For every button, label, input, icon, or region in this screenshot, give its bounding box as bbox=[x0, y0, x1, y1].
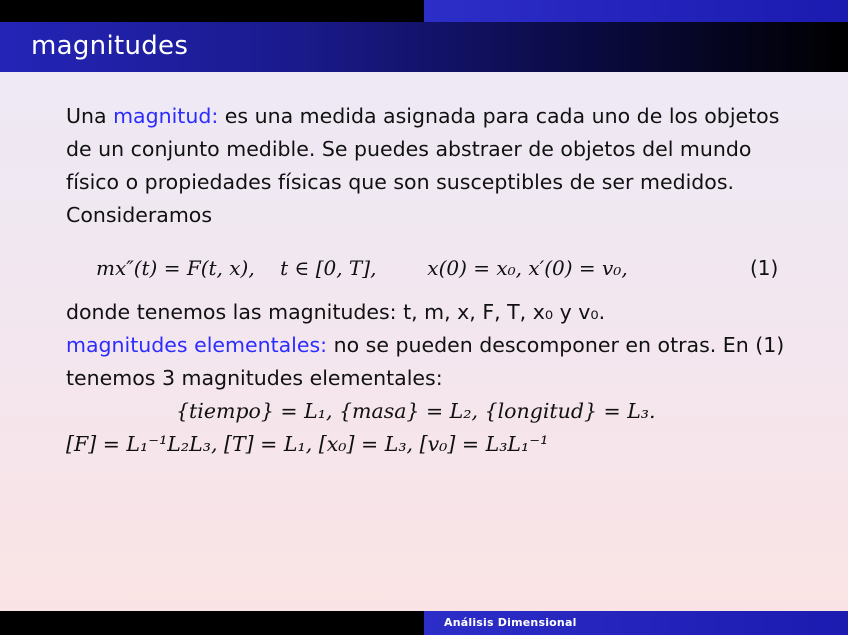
dimensions-formula: [F] = L₁⁻¹L₂L₃, [T] = L₁, [x₀] = L₃, [v₀] = L₃L₁⁻¹ bbox=[66, 432, 549, 456]
highlighted-term-magnitud: magnitud: bbox=[113, 104, 219, 128]
elementals-paragraph bbox=[66, 329, 786, 395]
ode-equation: mx″(t) = F(t, x), t ∈ [0, T], x(0) = x₀, x′(0) = v₀, bbox=[96, 256, 628, 280]
slide-body bbox=[66, 100, 786, 461]
top-bar-accent bbox=[424, 0, 848, 22]
frame-title: magnitudes bbox=[31, 31, 189, 61]
frame-title-bar bbox=[0, 22, 848, 72]
magnitudes-list: donde tenemos las magnitudes: t, m, x, F, T, x₀ y v₀. bbox=[66, 300, 606, 324]
elementals-text: no se pueden descomponer en otras. En (1) tenemos 3 magnitudes elementales: bbox=[66, 333, 785, 390]
footer-bar bbox=[0, 611, 848, 635]
definition-text: es una medida asignada para cada uno de los objetos de un conjunto medible. Se puedes abstraer de objetos del mundo físico o propiedades físicas que son susceptibles de ser medidos. Consideramos bbox=[66, 104, 780, 227]
top-navigation-bar bbox=[0, 0, 848, 22]
highlighted-term-elementales: magnitudes elementales: bbox=[66, 333, 328, 357]
footer-title: Análisis Dimensional bbox=[444, 616, 577, 629]
definition-paragraph bbox=[66, 100, 786, 232]
elementals-formula: {tiempo} = L₁, {masa} = L₂, {longitud} = L₃. bbox=[176, 399, 656, 423]
paragraph-lead: Una bbox=[66, 104, 114, 128]
equation-block bbox=[66, 240, 786, 296]
equation-number: (1) bbox=[750, 256, 779, 280]
